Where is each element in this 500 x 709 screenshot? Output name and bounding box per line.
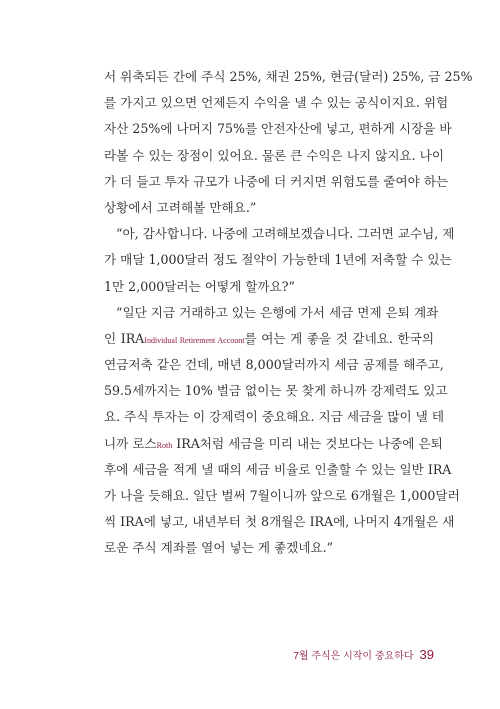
text-line: 씩 IRA에 넣고, 내년부터 첫 8개월은 IRA에, 나머지 4개월은 새 xyxy=(104,514,455,530)
page-number: 39 xyxy=(419,647,434,662)
text-line-with-annotation xyxy=(104,431,443,457)
text-line: 라볼 수 있는 장점이 있어요. 물론 큰 수익은 나지 않지요. 나이 xyxy=(104,147,445,163)
text-line: 1만 2,000달러는 어떻게 할까요?” xyxy=(104,278,295,294)
text-line: “일단 지금 거래하고 있는 은행에 가서 세금 면제 은퇴 계좌 xyxy=(116,304,439,320)
running-chapter-title: 7월 주식은 시작이 중요하다 xyxy=(293,651,414,662)
text-line-with-annotation xyxy=(104,326,434,352)
text-line: 서 위축되든 간에 주식 25%, 채권 25%, 현금(달러) 25%, 금 25% xyxy=(104,69,473,84)
text-line: 가 나을 듯해요. 일단 벌써 7월이니까 앞으로 6개월은 1,000달러 xyxy=(104,488,460,503)
ruby-annotation: Individual Retirement Account xyxy=(144,335,245,345)
text-line: 로운 주식 계좌를 열어 넣는 게 좋겠네요.” xyxy=(104,540,334,556)
text-line: 요. 주식 투자는 이 강제력이 중요해요. 지금 세금을 많이 낼 테 xyxy=(104,409,445,425)
text-segment: 니까 로스 xyxy=(104,435,157,451)
text-line: 연금저축 같은 건데, 매년 8,000달러까지 세금 공제를 해주고, xyxy=(104,357,444,373)
text-segment: IRA처럼 세금을 미리 내는 것보다는 나중에 은퇴 xyxy=(172,435,443,451)
ruby-annotation: Roth xyxy=(156,440,173,450)
text-line: 상황에서 고려해볼 만해요.” xyxy=(104,199,257,215)
text-line: 가 더 들고 투자 규모가 나중에 더 커지면 위험도를 줄여야 하는 xyxy=(104,173,449,189)
text-line: 자산 25%에 나머지 75%를 안전자산에 넣고, 편하게 시장을 바 xyxy=(104,121,452,137)
text-segment: 를 여는 게 좋을 것 같네요. 한국의 xyxy=(244,330,434,346)
text-line: 를 가지고 있으면 언제든지 수익을 낼 수 있는 공식이지요. 위험 xyxy=(104,95,449,111)
text-line: 후에 세금을 적게 낼 때의 세금 비율로 인출할 수 있는 일반 IRA xyxy=(104,461,452,477)
body-text xyxy=(104,64,473,562)
text-segment: 인 IRA xyxy=(104,330,145,346)
page-footer xyxy=(293,647,434,662)
text-line: 59.5세까지는 10% 벌금 없이는 못 찾게 하니까 강제력도 있고 xyxy=(104,383,448,399)
text-line: “아, 감사합니다. 나중에 고려해보겠습니다. 그러면 교수님, 제 xyxy=(116,226,455,242)
text-line: 가 매달 1,000달러 정도 절약이 가능한데 1년에 저축할 수 있는 xyxy=(104,252,452,268)
